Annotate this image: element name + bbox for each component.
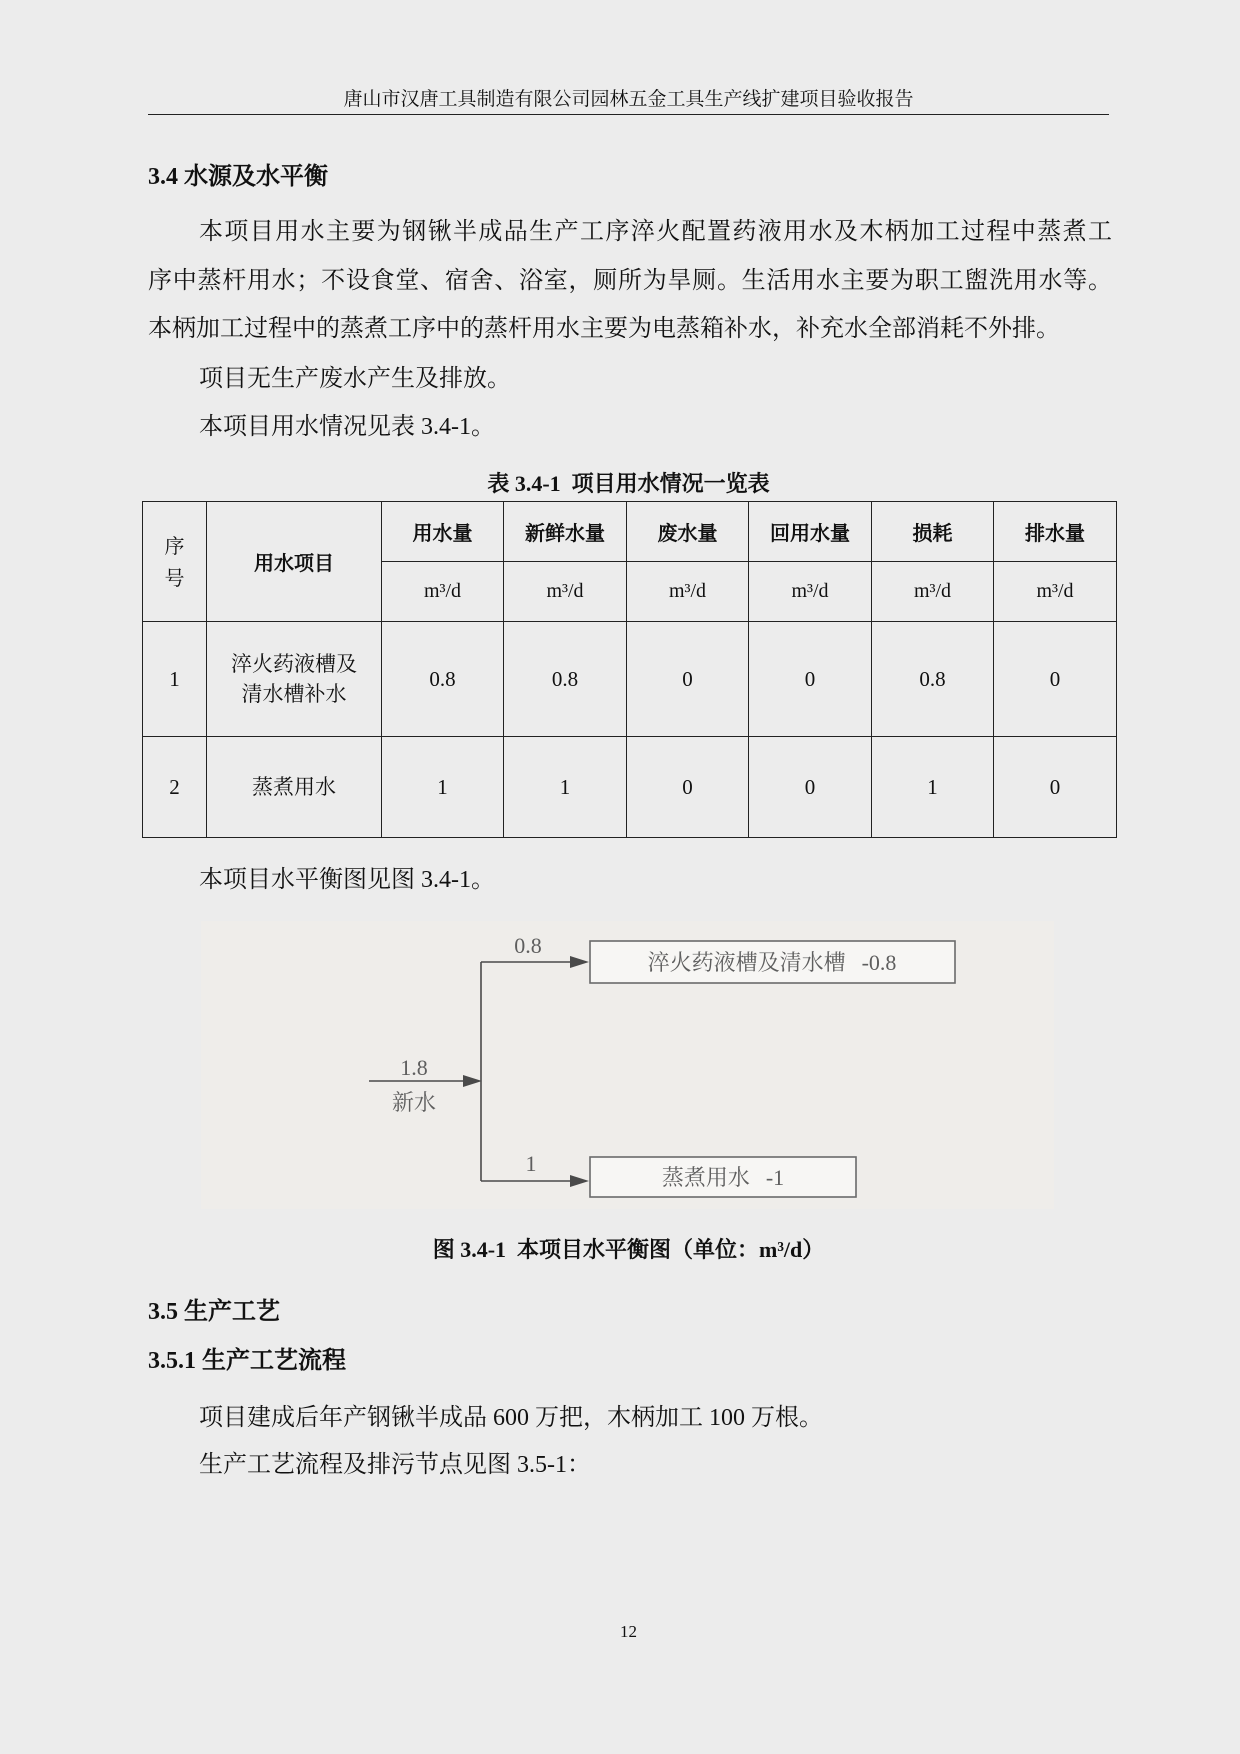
table-cell-value: 0 <box>994 622 1117 737</box>
paragraph-line: 序中蒸杆用水；不设食堂、宿舍、浴室，厕所为旱厕。生活用水主要为职工盥洗用水等。 <box>148 267 1112 294</box>
table-unit-cell: m³/d <box>994 562 1117 622</box>
paragraph-figure-reference <box>148 856 1112 905</box>
table-cell-value: 0 <box>627 622 749 737</box>
water-balance-diagram <box>201 921 1054 1209</box>
section-heading-3-4: 3.4 水源及水平衡 <box>148 164 328 190</box>
table-col-header: 排水量 <box>994 502 1117 562</box>
table-cell-value: 0 <box>994 737 1117 838</box>
table-col-header: 回用水量 <box>749 502 872 562</box>
table-header-no <box>143 502 207 622</box>
table-cell-value: 1 <box>504 737 627 838</box>
section-heading-3-5: 3.5 生产工艺 <box>148 1299 280 1325</box>
table-unit-cell: m³/d <box>749 562 872 622</box>
table-unit-cell: m³/d <box>504 562 627 622</box>
table-col-header: 新鲜水量 <box>504 502 627 562</box>
table-cell-value: 0 <box>749 622 872 737</box>
inflow-name-label: 新水 <box>391 1090 437 1115</box>
paragraph-line: 生产工艺流程及排污节点见图 3.5-1： <box>199 1452 591 1478</box>
paragraph-water-source <box>148 208 1112 354</box>
branch-2-arrowhead <box>570 1175 589 1187</box>
table-cell-item-text: 蒸煮用水 <box>251 775 336 799</box>
paragraph-line: 本柄加工过程中的蒸煮工序中的蒸杆用水主要为电蒸箱补水，补充水全部消耗不外排。 <box>148 316 1060 343</box>
section-heading-3-5-1: 3.5.1 生产工艺流程 <box>148 1348 346 1374</box>
paragraph-line: 项目无生产废水产生及排放。 <box>199 366 511 392</box>
paragraph-production-capacity <box>148 1394 1112 1443</box>
branch-1-value-label: 0.8 <box>514 933 542 958</box>
table-cell-value: 0 <box>627 737 749 838</box>
branch-1-box-change: -0.8 <box>861 950 897 975</box>
table-row <box>143 737 1117 838</box>
table-unit-cell: m³/d <box>872 562 994 622</box>
page-number: 12 <box>620 1622 637 1641</box>
branch-2-box-label <box>662 1165 784 1190</box>
paragraph-line: 本项目水平衡图见图 3.4-1。 <box>199 867 495 893</box>
water-balance-figure <box>201 921 1054 1209</box>
paragraph-table-reference <box>148 403 1112 452</box>
table-cell-value: 0.8 <box>382 622 504 737</box>
table-unit-cell: m³/d <box>382 562 504 622</box>
table-row <box>143 622 1117 737</box>
branch-1-arrowhead <box>570 956 589 968</box>
table-caption: 表 3.4-1 项目用水情况一览表 <box>487 471 770 496</box>
table-col-header: 废水量 <box>627 502 749 562</box>
paragraph-line: 项目建成后年产钢锹半成品 600 万把，木柄加工 100 万根。 <box>199 1405 823 1431</box>
paragraph-no-wastewater <box>148 355 1112 404</box>
table-header-item: 用水项目 <box>207 502 382 622</box>
paragraph-line: 本项目用水情况见表 3.4-1。 <box>199 414 495 440</box>
header-rule <box>148 114 1109 115</box>
water-use-table <box>142 501 1117 838</box>
table-cell-value: 1 <box>382 737 504 838</box>
branch-2-box-change: -1 <box>765 1165 785 1190</box>
table-cell-value: 0.8 <box>504 622 627 737</box>
figure-caption: 图 3.4-1 本项目水平衡图（单位：m³/d） <box>432 1237 825 1262</box>
table-cell-value: 0.8 <box>872 622 994 737</box>
table-col-header: 损耗 <box>872 502 994 562</box>
table-col-header: 用水量 <box>382 502 504 562</box>
table-cell-item <box>207 737 382 838</box>
table-cell-item-text: 淬火药液槽及清水槽补水 <box>230 652 357 706</box>
table-unit-cell: m³/d <box>627 562 749 622</box>
table-cell-value: 0 <box>749 737 872 838</box>
branch-1-box-name: 淬火药液槽及清水槽 <box>647 950 846 975</box>
running-header: 唐山市汉唐工具制造有限公司园林五金工具生产线扩建项目验收报告 <box>343 89 914 110</box>
branch-2-box-name: 蒸煮用水 <box>661 1165 750 1190</box>
table-cell-value: 1 <box>872 737 994 838</box>
inflow-arrowhead <box>463 1075 482 1087</box>
branch-2-value-label: 1 <box>525 1151 537 1176</box>
table-cell-no: 1 <box>143 622 207 737</box>
table-cell-item <box>207 622 382 737</box>
paragraph-line: 本项目用水主要为钢锹半成品生产工序淬火配置药液用水及木柄加工过程中蒸煮工 <box>199 219 1112 245</box>
paragraph-process-reference <box>148 1441 1112 1490</box>
table-header-no-text: 序号 <box>164 533 185 590</box>
table-header-row <box>143 502 1117 562</box>
table-cell-no: 2 <box>143 737 207 838</box>
inflow-value-label: 1.8 <box>400 1055 428 1080</box>
